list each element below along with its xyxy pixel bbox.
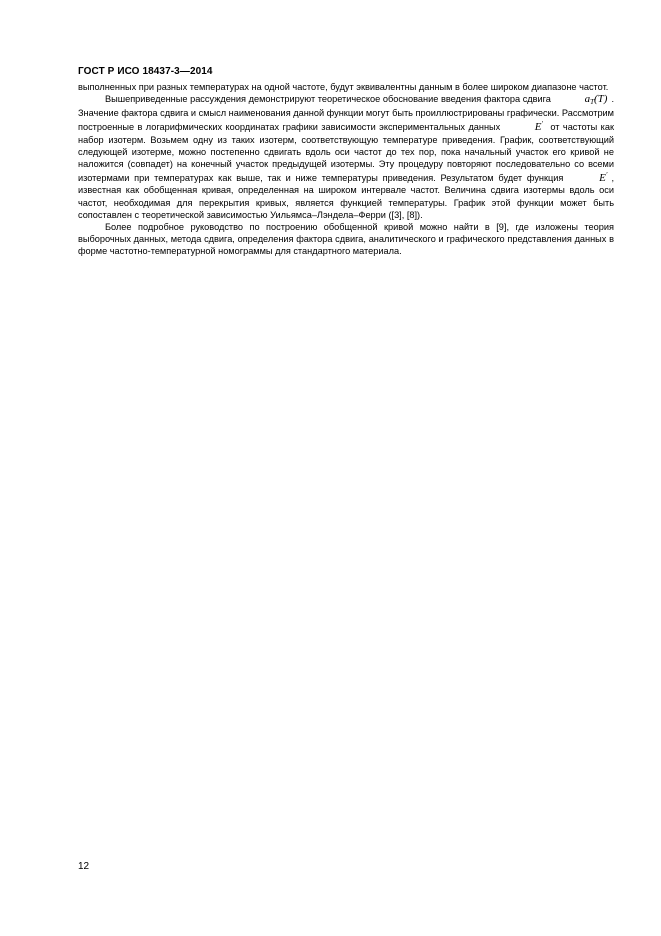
paragraph-text: . Значение фактора сдвига и смысл наименования данной функции могут быть проиллюстрированы графически. Рассмотрим построенные в логарифмических координатах графики зависимости экспериментальных данных: [78, 94, 614, 133]
page-number: 12: [78, 861, 90, 872]
paragraph-text: Более подробное руководство по построению обобщенной кривой можно найти в [9], где изложены теория выборочных данных, метода сдвига, определения фактора сдвига, аналитического и графического представления данных в форме частотно-температурной номограммы для стандартного материала.: [78, 222, 614, 257]
document-body: [78, 81, 614, 258]
shift-factor-formula: $a_T(T)$: [584, 93, 608, 107]
paragraph-text: от частоты как набор изотерм. Возьмем одну из таких изотерм, соответствующую температуре приведения. График, соответствующий следующей изотерме, можно постепенно сдвигать вдоль оси частот до тех пор, пока начальный участок его кривой не наложится (совпадет) на конечный участок предыдущей изотермы. Эту процедуру повторяют последовательно со всеми изотермами при температурах как выше, так и ниже температуры приведения. Результатом будет функция: [78, 122, 614, 184]
paragraph-text: выполненных при разных температурах на одной частоте, будут эквивалентны данным в более широком диапазоне частот.: [78, 82, 609, 92]
body-paragraph: [78, 93, 614, 221]
body-paragraph: [78, 81, 614, 93]
body-paragraph: [78, 221, 614, 258]
document-header: ГОСТ Р ИСО 18437-3—2014: [78, 66, 213, 77]
storage-modulus-symbol: E′: [599, 171, 608, 185]
storage-modulus-symbol: E′: [534, 120, 543, 134]
paragraph-text: Вышеприведенные рассуждения демонстрируют теоретическое обоснование введения фактора сдвига: [105, 94, 554, 105]
paragraph-text: , известная как обобщенная кривая, определенная на широком интервале частот. Величина сдвига изотермы вдоль оси частот, необходимая для перекрытия кривых, является функцией температуры. График этой функции может быть сопоставлен с теоретической зависимостью Уильямса–Лэндела–Ферри ([3], [8]).: [78, 173, 614, 220]
